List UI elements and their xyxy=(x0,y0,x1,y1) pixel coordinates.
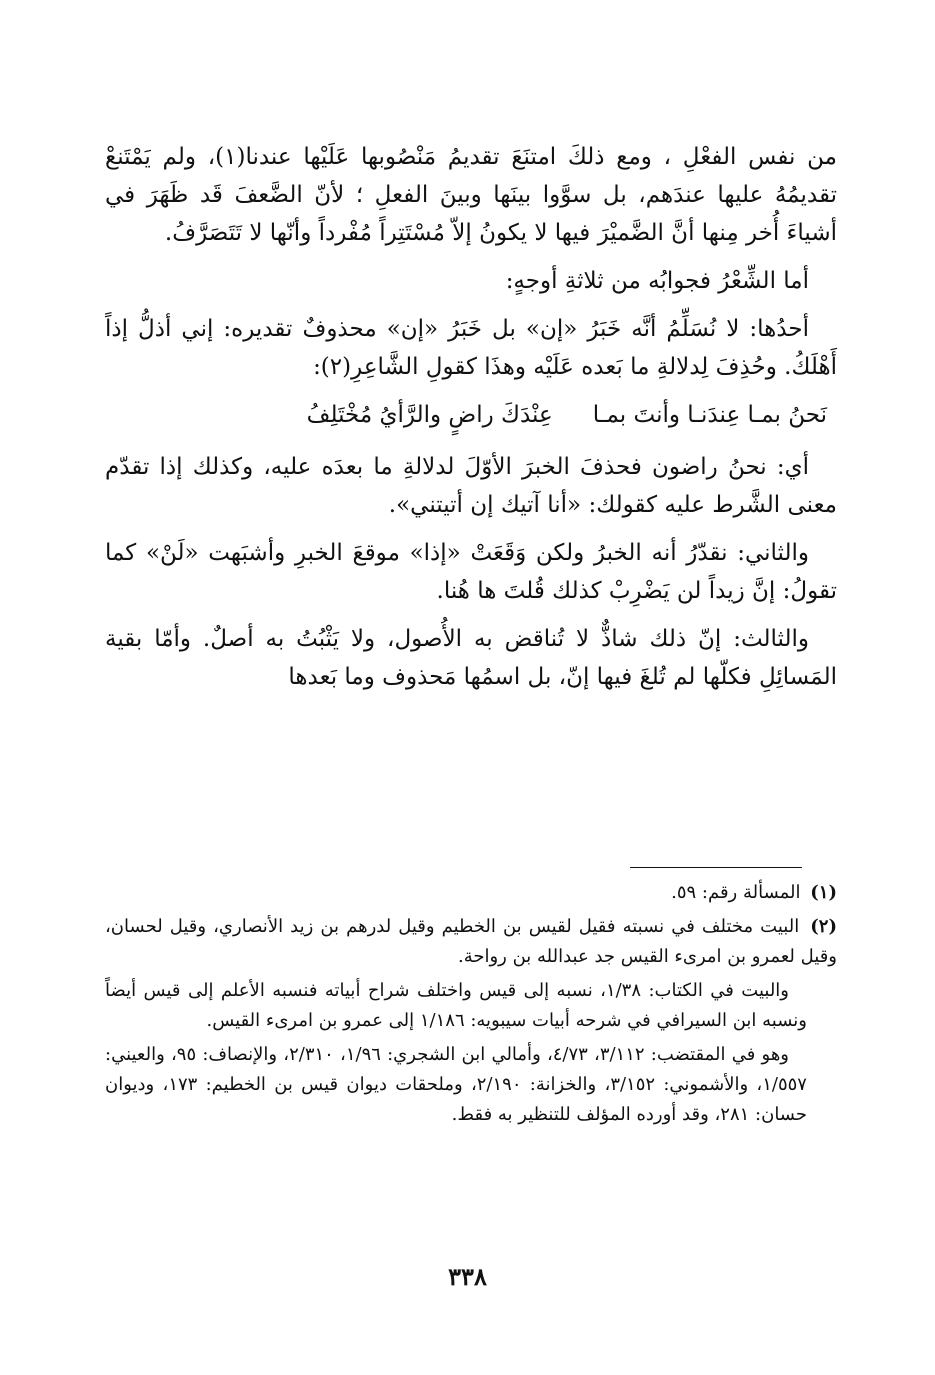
footnote-2-paragraph-3: وهو في المقتضب: ٣/١١٢، ٤/٧٣، وأمالي ابن الشجري: ١/٩٦، ٢/٣١٠، والإنصاف: ٩٥، والعيني: ١/٥٥٧، والأشموني: ٣/١٥٢، والخزانة: ٢/١٩٠، وملحقات ديوان قيس بن الخطيم: ١٧٣، وديوان حسان: ٢٨١، وقد أورده المؤلف للتنظير به فقط. xyxy=(105,1044,807,1125)
poetry-verse xyxy=(105,396,837,434)
paragraph-2: أما الشِّعْرُ فجوابُه من ثلاثةِ أوجهٍ: xyxy=(505,268,809,294)
footnote-2-number: (٢) xyxy=(810,916,837,937)
paragraph-5: والثاني: نقدّرُ أنه الخبرُ ولكن وَقَعَتْ «إذا» موقعَ الخبرِ وأشبَهت «لَنْ» كما تقولُ: إنَّ زيداً لن يَضْرِبْ كذلك قُلتَ ها هُنا. xyxy=(105,540,837,604)
paragraph-3: أحدُها: لا نُسَلِّمُ أنَّه خَبَرُ «إن» بل خَبَرُ «إن» محذوفٌ تقديره: إني أذلُّ إذاً أَهْلَكُ. وحُذِفَ لِدلالةِ ما بَعده عَلَيْه وهذَا كقولِ الشَّاعِرِ(٢): xyxy=(105,316,837,380)
footnote-separator xyxy=(630,867,802,868)
footnote-2-text: البيت مختلف في نسبته فقيل لقيس بن الخطيم وقيل لدرهم بن زيد الأنصاري، وقيل لحسان، وقيل لعمرو بن امرىء القيس جد عبدالله بن رواحة. xyxy=(105,916,837,967)
footnote-2-paragraph-2: والبيت في الكتاب: ١/٣٨، نسبه إلى قيس واختلف شراح أبياته فنسبه الأعلم إلى قيس أيضاً ونسبه ابن السيرافي في شرحه أبيات سيبويه: ١/١٨٦ إلى عمرو بن امرىء القيس. xyxy=(105,980,807,1031)
footnote-2 xyxy=(105,912,837,972)
footnote-1 xyxy=(105,878,837,908)
paragraph-1: من نفس الفعْلِ ، ومع ذلكَ امتنَعَ تقديمُ مَنْصُوبها عَلَيْها عندنا(١)، ولم يَمْتَنعْ تقديمُهُ عليها عندَهم، بل سوَّوا بينَها وبينَ الفعلِ ؛ لأنّ الضَّعفَ قَد ظَهَرَ في أشياءَ أُخر مِنها أنَّ الضَّميْرَ فيها لا يكونُ إلاّ مُسْتَتِراً مُفْرداً وأنّها لا تَتَصَرَّفُ. xyxy=(105,144,837,246)
paragraph-4: أي: نحنُ راضون فحذفَ الخبرَ الأوّلَ لدلالةِ ما بعدَه عليه، وكذلك إذا تقدّم معنى الشَّرط عليه كقولك: «أنا آتيك إن أتيتني». xyxy=(105,454,837,518)
footnote-1-number: (١) xyxy=(810,882,837,903)
footnote-1-text: المسألة رقم: ٥٩. xyxy=(671,882,801,903)
verse-first-hemistich: نَحنُ بمـا عِندَنـا وأنتَ بمـا xyxy=(592,402,827,428)
verse-second-hemistich: عِنْدَكَ راضٍ والرَّأيُ مُخْتَلِفُ xyxy=(306,402,553,428)
paragraph-6: والثالث: إنّ ذلك شاذٌّ لا تُناقض به الأُصول، ولا يَثْبُتُ به أصلٌ. وأمّا بقية المَسائِلِ فكلّها لم تُلغَ فيها إنّ، بل اسمُها مَحذوف وما بَعدها xyxy=(105,626,837,690)
page-number: ٣٣٨ xyxy=(448,1262,487,1291)
main-text xyxy=(105,138,837,706)
footnotes xyxy=(105,878,837,1134)
